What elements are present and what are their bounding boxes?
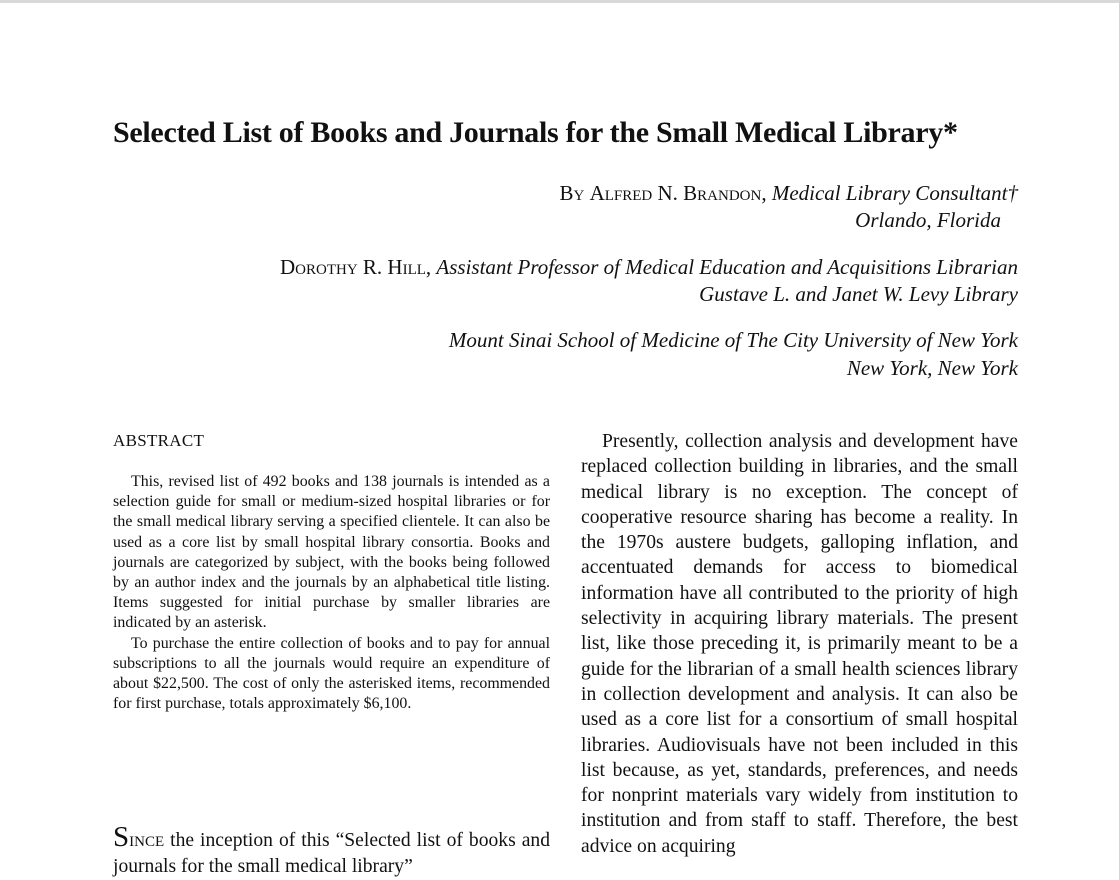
by-label: By xyxy=(559,181,585,205)
intro-paragraph xyxy=(113,821,550,879)
author-1-role: Medical Library Consultant† xyxy=(771,181,1018,205)
author-1-location: Orlando, Florida xyxy=(855,208,1001,232)
drop-cap: S xyxy=(113,821,130,853)
article-title: Selected List of Books and Journals for the Small Medical Library* xyxy=(113,116,958,149)
institution-name: Mount Sinai School of Medicine of The City University of New York xyxy=(448,328,1018,352)
author-1-name: Alfred N. Brandon, xyxy=(589,181,767,205)
author-1-byline xyxy=(559,181,1018,206)
right-paragraph-1: Presently, collection analysis and development have replaced collection building in libraries, and the small medical library is no exception. The concept of cooperative resource sharing has become a reality. In the 1970s austere budgets, galloping inflation, and accentuated demands for access to biomedical information have all contributed to the priority of high selectivity in acquiring library materials. The present list, like those preceding it, is primarily meant to be a guide for the librarian of a small health sciences library in collection development and analysis. It can also be used as a core list for a consortium of small hospital libraries. Audiovisuals have not been included in this list because, as yet, standards, preferences, and needs for nonprint materials vary widely from institution to institution and from staff to staff. Therefore, the best advice on acquiring xyxy=(581,431,1018,857)
top-border xyxy=(0,0,1119,3)
intro-text: the inception of this “Selected list of books and journals for the small medical library” xyxy=(113,830,550,877)
right-column xyxy=(581,429,1018,859)
institution-location: New York, New York xyxy=(846,356,1018,380)
abstract-body xyxy=(113,472,550,714)
abstract-paragraph-1: This, revised list of 492 books and 138 journals is intended as a selection guide for small or medium-sized hospital libraries or for the small medical library serving a specified clientele. It can also be used as a core list by small hospital library consortia. Books and journals are categorized by subject, with the books being followed by an author index and the journals by an alphabetical title listing. Items suggested for initial purchase by smaller libraries are indicated by an asterisk. xyxy=(113,473,550,632)
author-2-role: Assistant Professor of Medical Education and Acquisitions Librarian xyxy=(436,255,1018,279)
abstract-heading: ABSTRACT xyxy=(113,431,205,450)
intro-smallcaps: ince xyxy=(129,826,165,851)
author-2-library: Gustave L. and Janet W. Levy Library xyxy=(699,282,1018,306)
abstract-paragraph-2: To purchase the entire collection of books and to pay for annual subscriptions to all the journals would require an expenditure of about $22,500. The cost of only the asterisked items, recommended for first purchase, totals approximately $6,100. xyxy=(113,634,550,713)
author-2-byline xyxy=(280,255,1018,280)
author-2-name: Dorothy R. Hill, xyxy=(280,255,432,279)
